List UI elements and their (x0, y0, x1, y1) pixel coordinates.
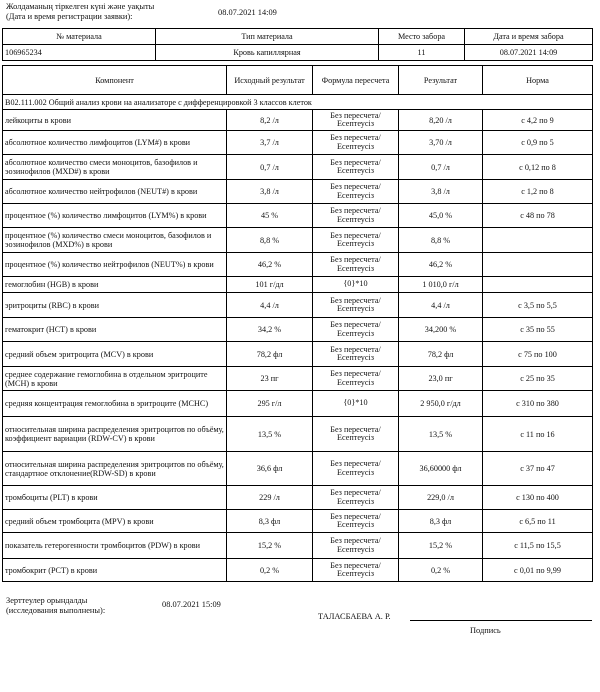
source-result: 15,2 % (227, 533, 313, 559)
final-result: 2 950,0 г/дл (399, 391, 483, 417)
registration-label-ru: (Дата и время регистрации заявки): (6, 12, 133, 21)
result-row (3, 452, 593, 486)
result-row (3, 228, 593, 253)
recalc-formula: Без пересчета/ Есептеусіз (313, 110, 399, 131)
formula-header: Формула пересчета (313, 66, 399, 95)
result-row (3, 391, 593, 417)
reference-norm: с 35 по 55 (483, 318, 593, 342)
component-name: относительная ширина распределения эритроцитов по объёму, коэффициент вариации (RDW-CV) в крови (3, 417, 227, 452)
component-name: средний объем тромбоцита (MPV) в крови (3, 510, 227, 533)
material-number-header: № материала (3, 29, 156, 45)
source-result: 295 г/л (227, 391, 313, 417)
result-row (3, 277, 593, 293)
material-table-header (3, 29, 593, 45)
component-name: абсолютное количество лимфоцитов (LYM#) в крови (3, 131, 227, 155)
material-table (2, 28, 593, 61)
results-table (2, 65, 593, 582)
final-result: 1 010,0 г/л (399, 277, 483, 293)
component-name: абсолютное количество нейтрофилов (NEUT#) в крови (3, 180, 227, 204)
norm-header: Норма (483, 66, 593, 95)
source-result: 101 г/дл (227, 277, 313, 293)
collection-place: 11 (379, 45, 465, 61)
reference-norm: с 1,2 по 8 (483, 180, 593, 204)
source-result: 45 % (227, 204, 313, 228)
recalc-formula: Без пересчета/ Есептеусіз (313, 510, 399, 533)
source-result: 3,7 /л (227, 131, 313, 155)
result-row (3, 131, 593, 155)
recalc-formula: Без пересчета/ Есептеусіз (313, 367, 399, 391)
final-result: 45,0 % (399, 204, 483, 228)
component-name: абсолютное количество смеси моноцитов, базофилов и эозинофилов (MXD#) в крови (3, 155, 227, 180)
source-result: 8,8 % (227, 228, 313, 253)
results-header-row (3, 66, 593, 95)
source-result: 3,8 /л (227, 180, 313, 204)
source-result: 8,2 /л (227, 110, 313, 131)
reference-norm: с 0,01 по 9,99 (483, 559, 593, 582)
reference-norm: с 0,12 по 8 (483, 155, 593, 180)
result-row (3, 155, 593, 180)
final-result: 34,200 % (399, 318, 483, 342)
source-result: 34,2 % (227, 318, 313, 342)
source-result: 8,3 фл (227, 510, 313, 533)
signature-caption: Подпись (470, 626, 501, 635)
final-result: 3,8 /л (399, 180, 483, 204)
component-name: относительная ширина распределения эритроцитов по объёму, стандартное отклонение(RDW-SD) в крови (3, 452, 227, 486)
source-result: 13,5 % (227, 417, 313, 452)
final-result: 13,5 % (399, 417, 483, 452)
component-name: гемоглобин (HGB) в крови (3, 277, 227, 293)
source-result-header: Исходный результат (227, 66, 313, 95)
recalc-formula: Без пересчета/ Есептеусіз (313, 486, 399, 510)
recalc-formula: Без пересчета/ Есептеусіз (313, 228, 399, 253)
reference-norm (483, 228, 593, 253)
completed-datetime: 08.07.2021 15:09 (162, 600, 221, 609)
source-result: 78,2 фл (227, 342, 313, 367)
material-type-header: Тип материала (156, 29, 379, 45)
source-result: 229 /л (227, 486, 313, 510)
reference-norm: с 37 по 47 (483, 452, 593, 486)
result-row (3, 533, 593, 559)
recalc-formula: Без пересчета/ Есептеусіз (313, 417, 399, 452)
result-row (3, 253, 593, 277)
component-name: процентное (%) количество смеси моноцитов, базофилов и эозинофилов (MXD%) в крови (3, 228, 227, 253)
material-type: Кровь капиллярная (156, 45, 379, 61)
section-title: B02.111.002 Общий анализ крови на анализаторе с дифференцировкой 3 классов клеток (3, 95, 593, 110)
final-result: 36,60000 фл (399, 452, 483, 486)
final-result: 4,4 /л (399, 293, 483, 318)
collection-datetime: 08.07.2021 14:09 (465, 45, 593, 61)
component-name: тромбокрит (PCT) в крови (3, 559, 227, 582)
component-name: среднее содержание гемоглобина в отдельном эритроците (MCH) в крови (3, 367, 227, 391)
final-result: 3,70 /л (399, 131, 483, 155)
final-result: 8,8 % (399, 228, 483, 253)
completed-label (6, 596, 105, 616)
component-name: средний объем эритроцита (MCV) в крови (3, 342, 227, 367)
final-result: 0,2 % (399, 559, 483, 582)
recalc-formula: Без пересчета/ Есептеусіз (313, 180, 399, 204)
recalc-formula: Без пересчета/ Есептеусіз (313, 204, 399, 228)
reference-norm: с 11,5 по 15,5 (483, 533, 593, 559)
result-row (3, 486, 593, 510)
section-title-row (3, 95, 593, 110)
final-result: 0,7 /л (399, 155, 483, 180)
reference-norm (483, 253, 593, 277)
result-row (3, 510, 593, 533)
recalc-formula: Без пересчета/ Есептеусіз (313, 452, 399, 486)
source-result: 0,7 /л (227, 155, 313, 180)
source-result: 4,4 /л (227, 293, 313, 318)
component-name: тромбоциты (PLT) в крови (3, 486, 227, 510)
component-name: процентное (%) количество лимфоцитов (LYM%) в крови (3, 204, 227, 228)
lab-technician-name: ТАЛАСБАЕВА А. Р. (318, 612, 391, 621)
reference-norm: с 0,9 по 5 (483, 131, 593, 155)
reference-norm: с 4,2 по 9 (483, 110, 593, 131)
component-name: средняя концентрация гемоглобина в эритроците (MCHC) (3, 391, 227, 417)
result-row (3, 110, 593, 131)
registration-label (6, 2, 154, 22)
final-result: 15,2 % (399, 533, 483, 559)
reference-norm (483, 277, 593, 293)
source-result: 23 пг (227, 367, 313, 391)
final-result: 78,2 фл (399, 342, 483, 367)
recalc-formula: Без пересчета/ Есептеусіз (313, 342, 399, 367)
reference-norm: с 11 по 16 (483, 417, 593, 452)
result-row (3, 342, 593, 367)
recalc-formula: Без пересчета/ Есептеусіз (313, 131, 399, 155)
result-row (3, 417, 593, 452)
recalc-formula: Без пересчета/ Есептеусіз (313, 318, 399, 342)
result-row (3, 204, 593, 228)
source-result: 0,2 % (227, 559, 313, 582)
material-number: 106965234 (3, 45, 156, 61)
result-row (3, 367, 593, 391)
component-name: процентное (%) количество нейтрофилов (NEUT%) в крови (3, 253, 227, 277)
reference-norm: с 3,5 по 5,5 (483, 293, 593, 318)
final-result: 229,0 /л (399, 486, 483, 510)
completed-label-kz: Зерттеулер орындалды (6, 596, 88, 605)
component-name: лейкоциты в крови (3, 110, 227, 131)
recalc-formula: Без пересчета/ Есептеусіз (313, 533, 399, 559)
collection-datetime-header: Дата и время забора (465, 29, 593, 45)
component-name: эритроциты (RBC) в крови (3, 293, 227, 318)
result-row (3, 293, 593, 318)
reference-norm: с 48 по 78 (483, 204, 593, 228)
final-result: 8,20 /л (399, 110, 483, 131)
final-result: 23,0 пг (399, 367, 483, 391)
reference-norm: с 310 по 380 (483, 391, 593, 417)
completed-label-ru: (исследования выполнены): (6, 606, 106, 615)
recalc-formula: Без пересчета/ Есептеусіз (313, 293, 399, 318)
collection-place-header: Место забора (379, 29, 465, 45)
recalc-formula: {0}*10 (313, 391, 399, 417)
registration-label-kz: Жолдаманың тіркелген күні және уақыты (6, 2, 155, 11)
signature-line (410, 620, 592, 621)
result-row (3, 318, 593, 342)
recalc-formula: Без пересчета/ Есептеусіз (313, 155, 399, 180)
component-name: гематокрит (HCT) в крови (3, 318, 227, 342)
final-result: 46,2 % (399, 253, 483, 277)
component-name: показатель гетерогенности тромбоцитов (PDW) в крови (3, 533, 227, 559)
result-header: Результат (399, 66, 483, 95)
reference-norm: с 75 по 100 (483, 342, 593, 367)
material-table-values (3, 45, 593, 61)
recalc-formula: Без пересчета/ Есептеусіз (313, 559, 399, 582)
registration-datetime: 08.07.2021 14:09 (218, 8, 277, 17)
result-row (3, 180, 593, 204)
source-result: 36,6 фл (227, 452, 313, 486)
source-result: 46,2 % (227, 253, 313, 277)
recalc-formula: {0}*10 (313, 277, 399, 293)
reference-norm: с 25 по 35 (483, 367, 593, 391)
result-row (3, 559, 593, 582)
component-header: Компонент (3, 66, 227, 95)
reference-norm: с 6,5 по 11 (483, 510, 593, 533)
final-result: 8,3 фл (399, 510, 483, 533)
recalc-formula: Без пересчета/ Есептеусіз (313, 253, 399, 277)
reference-norm: с 130 по 400 (483, 486, 593, 510)
